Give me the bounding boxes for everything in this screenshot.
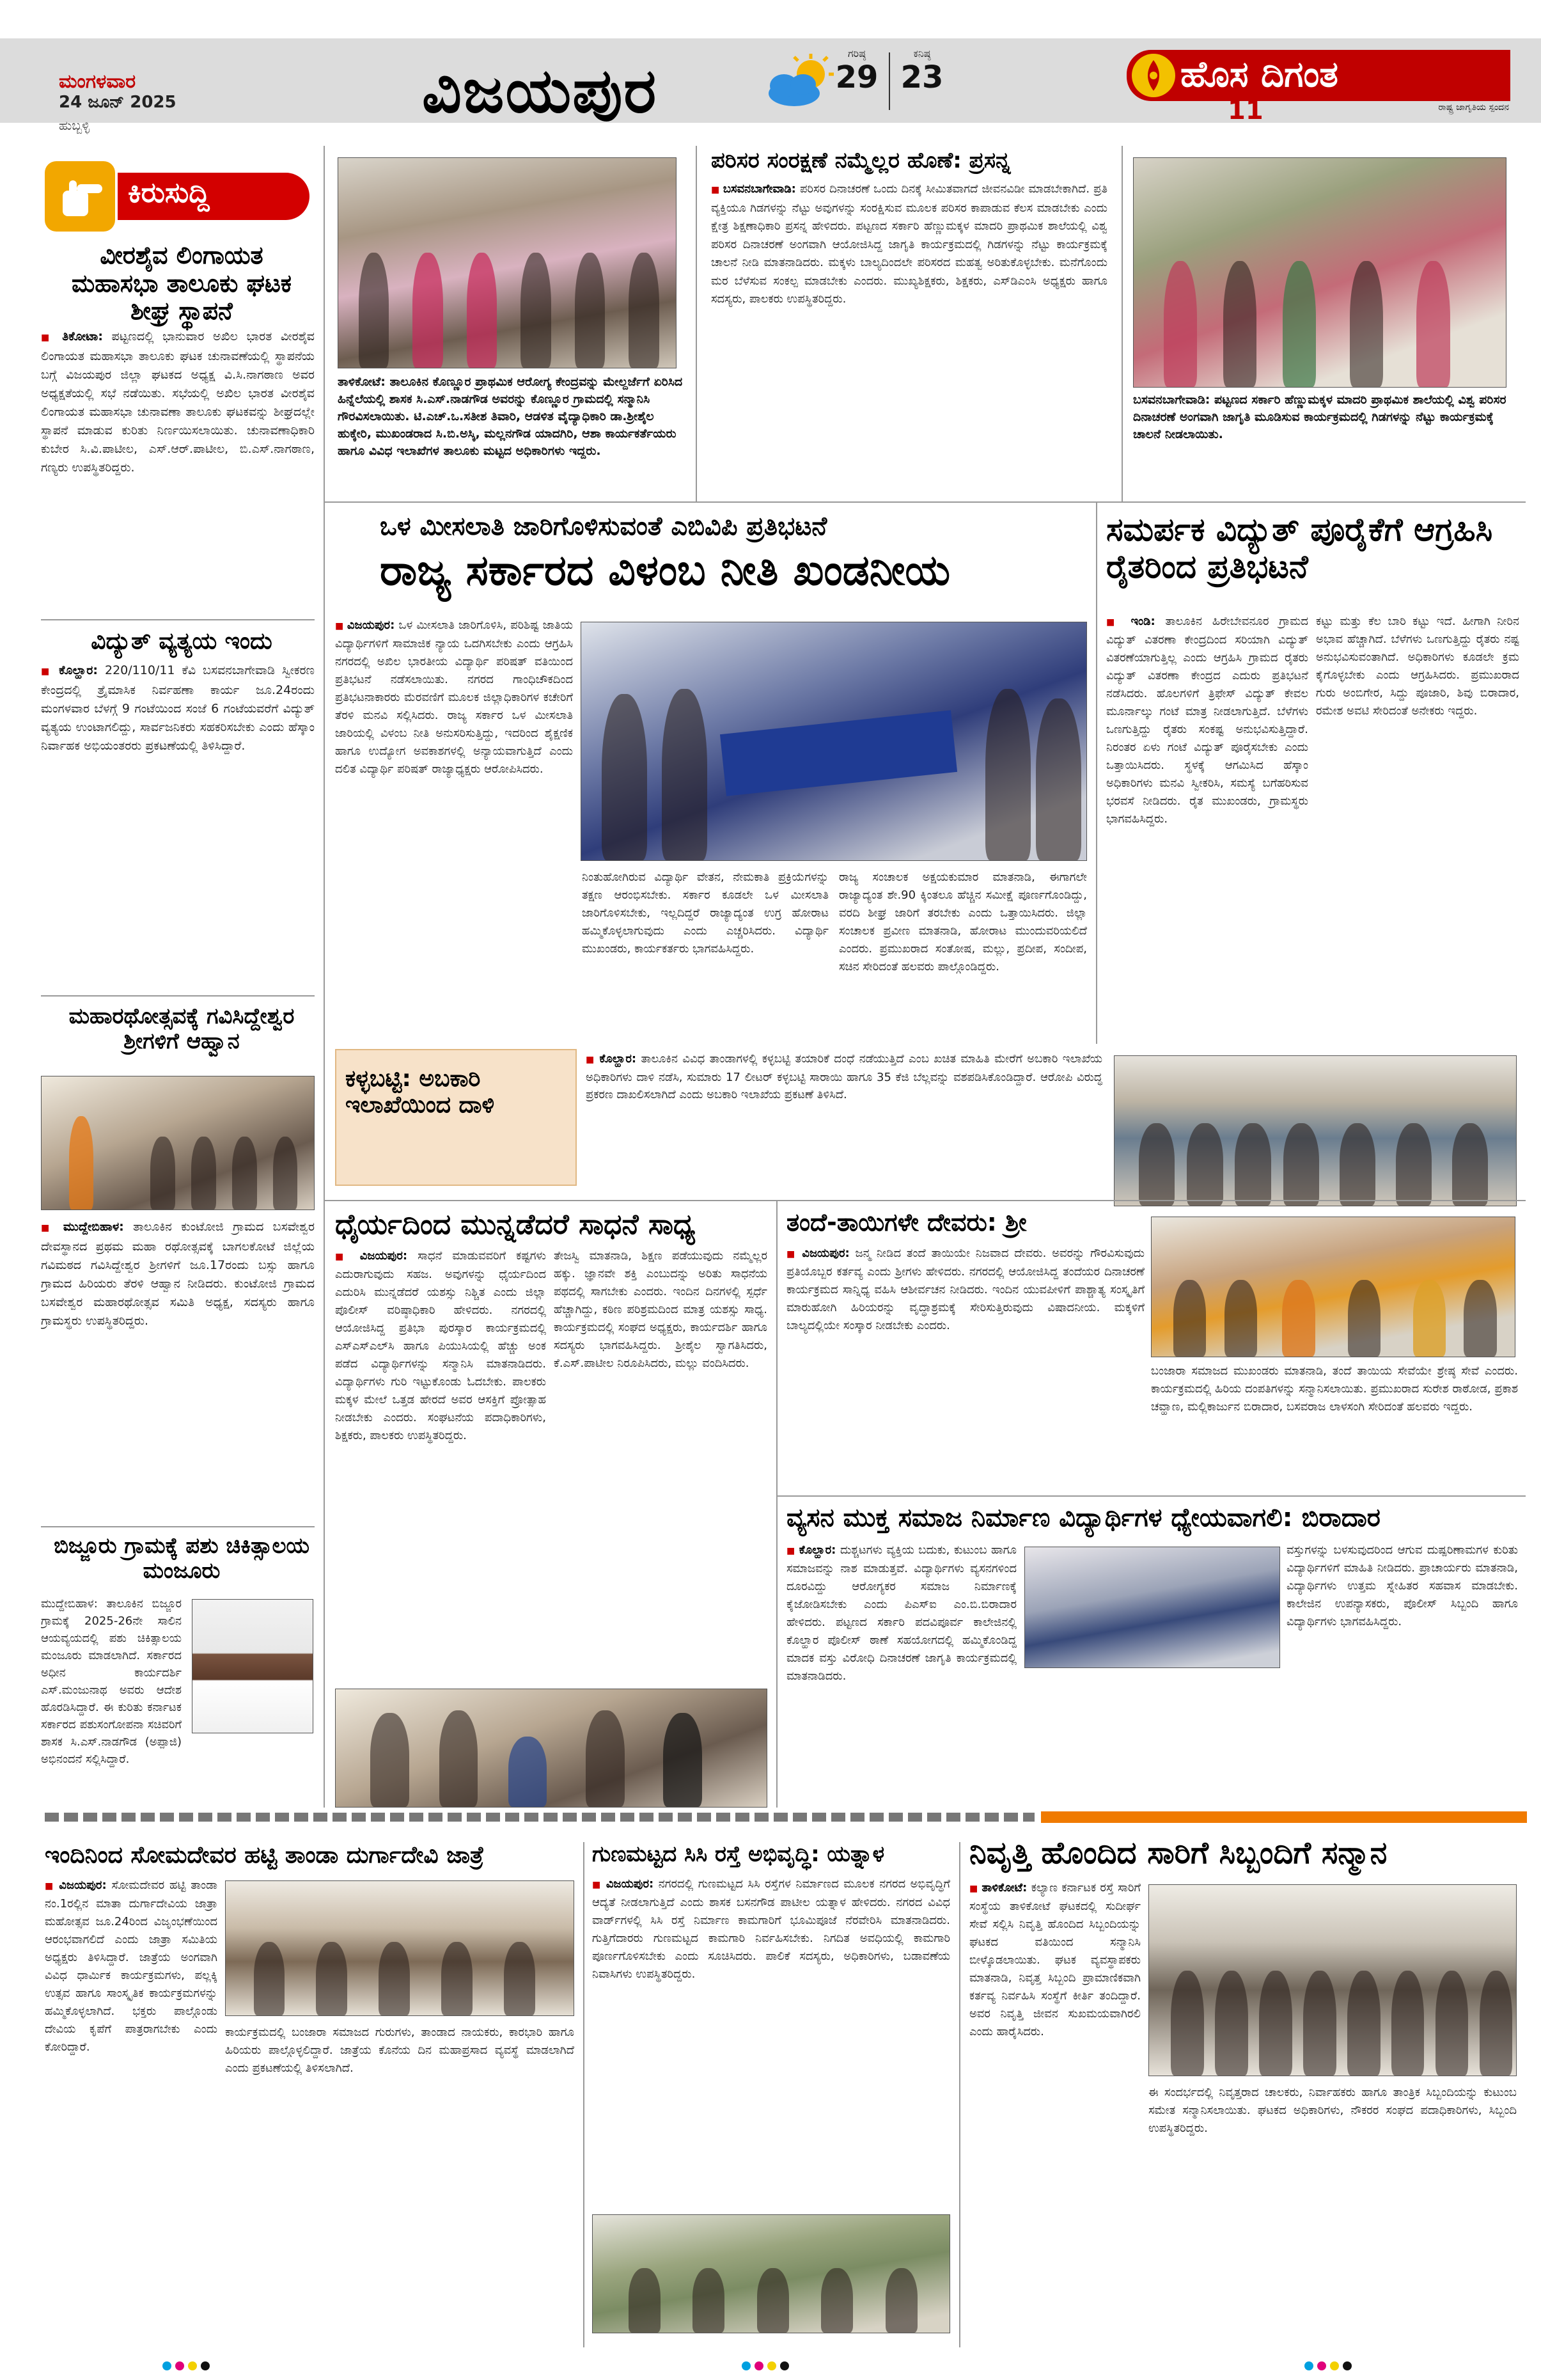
vyasana-dateline: ■ ಕೊಲ್ಹಾರ: (786, 1543, 836, 1557)
kirusuddi-item-2-text: 220/110/11 ಕೆವಿ ಬಸವನಬಾಗೇವಾಡಿ ಸ್ವೀಕರಣ ಕೇಂದ್ರದಲ್ಲಿ ತ್ರೈಮಾಸಿಕ ನಿರ್ವಹಣಾ ಕಾರ್ಯ ಜೂ.24ರಂದು ಮಂಗಳವಾರ ಬೆಳಗ್ಗೆ 9 ಗಂಟೆಯಿಂದ ಸಂಜೆ 6 ಗಂಟೆಯವರೆಗೆ ವಿದ್ಯುತ್ ವ್ಯತ್ಯಯ ಉಂಟಾಗಲಿದ್ದು, ಸಾರ್ವಜನಿಕರು ಸಹಕರಿಸಬೇಕು ಎಂದು ಹೆಸ್ಕಾಂ ನಿರ್ವಾಹಕ ಅಭಿಯಂತರರು ಪ್ರಕಟಣೆಯಲ್ಲಿ ತಿಳಿಸಿದ್ದಾರೆ. (41, 663, 315, 753)
kirusuddi-divider-1 (41, 619, 315, 620)
kirusuddi-item-3-head: ಮಹಾರಥೋತ್ಸವಕ್ಕೆ ಗವಿಸಿದ್ದೇಶ್ವರ ಶ್ರೀಗಳಿಗೆ ಆಹ್ವಾನ (68, 1004, 295, 1055)
dhairya-text-2: ತೇಜಸ್ವಿ ಮಾತನಾಡಿ, ಶಿಕ್ಷಣ ಪಡೆಯುವುದು ನಮ್ಮೆಲ್ಲರ ಹಕ್ಕು. ಜ್ಞಾನವೇ ಶಕ್ತಿ ಎಂಬುದನ್ನು ಅರಿತು ಸಾಧನೆಯ ಪಥದಲ್ಲಿ ಸಾಗಬೇಕು ಎಂದರು. ಇಂದಿನ ದಿನಗಳಲ್ಲಿ ಸ್ಪರ್ಧೆ ಹೆಚ್ಚಾಗಿದ್ದು, ಕಠಿಣ ಪರಿಶ್ರಮದಿಂದ ಮಾತ್ರ ಯಶಸ್ಸು ಸಾಧ್ಯ. ಕಾರ್ಯಕ್ರಮದಲ್ಲಿ ಸಂಘದ ಅಧ್ಯಕ್ಷರು, ಕಾರ್ಯದರ್ಶಿ ಹಾಗೂ ಸದಸ್ಯರು ಭಾಗವಹಿಸಿದ್ದರು. ಶ್ರೀಶೈಲ ಸ್ವಾಗತಿಸಿದರು, ಕೆ.ಎಸ್.ಪಾಟೀಲ ನಿರೂಪಿಸಿದರು, ಮಲ್ಲು ವಂದಿಸಿದರು. (554, 1249, 767, 1370)
lower-center-rule (776, 1200, 778, 1808)
kirusuddi-item-2-head: ವಿದ್ಯುತ್ ವ್ಯತ್ಯಯ ಇಂದು (91, 628, 272, 654)
kirusuddi-divider-3 (41, 1526, 315, 1527)
masthead-subtitle: ಹುಬ್ಬಳ್ಳಿ (59, 118, 90, 133)
temp-max-value: 29 (835, 59, 879, 95)
tande-divider (776, 1495, 1526, 1497)
abvp-text-3: ರಾಜ್ಯ ಸಂಚಾಲಕ ಅಕ್ಷಯಕುಮಾರ ಮಾತನಾಡಿ, ಈಗಾಗಲೇ ರಾಜ್ಯಾದ್ಯಂತ ಶೇ.90 ಕ್ಕಿಂತಲೂ ಹೆಚ್ಚಿನ ಸಮೀಕ್ಷೆ ಪೂರ್ಣಗೊಂಡಿದ್ದು, ವರದಿ ಶೀಘ್ರ ಜಾರಿಗೆ ತರಬೇಕು ಎಂದು ಒತ್ತಾಯಿಸಿದರು. ಜಿಲ್ಲಾ ಸಂಚಾಲಕ ಪ್ರವೀಣ ಮಾತನಾಡಿ, ಹೋರಾಟ ಮುಂದುವರಿಯಲಿದೆ ಎಂದರು. ಪ್ರಮುಖರಾದ ಸಂತೋಷ, ಮಲ್ಲು, ಪ್ರದೀಪ, ಸಂದೀಪ, ಸಚಿನ ಸೇರಿದಂತೆ ಹಲವರು ಪಾಲ್ಗೊಂಡಿದ್ದರು. (839, 871, 1087, 973)
parisara-text: ಪರಿಸರ ದಿನಾಚರಣೆ ಒಂದು ದಿನಕ್ಕೆ ಸೀಮಿತವಾಗದೆ ಜೀವನವಿಡೀ ಮಾಡಬೇಕಾಗಿದೆ. ಪ್ರತಿ ವ್ಯಕ್ತಿಯೂ ಗಿಡಗಳನ್ನು ನೆಟ್ಟು ಅವುಗಳನ್ನು ಸಂರಕ್ಷಿಸುವ ಮೂಲಕ ಪರಿಸರ ಕಾಪಾಡುವ ಕೆಲಸ ಮಾಡಬೇಕು ಎಂದು ಕ್ಷೇತ್ರ ಶಿಕ್ಷಣಾಧಿಕಾರಿ ಪ್ರಸನ್ನ ಹೇಳಿದರು. ಪಟ್ಟಣದ ಸರ್ಕಾರಿ ಹೆಣ್ಣುಮಕ್ಕಳ ಮಾದರಿ ಪ್ರಾಥಮಿಕ ಶಾಲೆಯಲ್ಲಿ ವಿಶ್ವ ಪರಿಸರ ದಿನಾಚರಣೆ ಅಂಗವಾಗಿ ಆಯೋಜಿಸಿದ್ದ ಜಾಗೃತಿ ಕಾರ್ಯಕ್ರಮದಲ್ಲಿ ಗಿಡಗಳನ್ನು ನೆಟ್ಟು ಕಾರ್ಯಕ್ರಮಕ್ಕೆ ಚಾಲನೆ ನೀಡಿ ಮಾತನಾಡಿದರು. ಮಕ್ಕಳು ಬಾಲ್ಯದಿಂದಲೇ ಪರಿಸರದ ಮಹತ್ವ ಅರಿತುಕೊಳ್ಳಬೇಕು. ಮನೆಗೊಂದು ಮರ ಬೆಳೆಸುವ ಸಂಕಲ್ಪ ಮಾಡಬೇಕು ಎಂದರು. ಮುಖ್ಯಶಿಕ್ಷಕರು, ಶಿಕ್ಷಕರು, ಎಸ್‌ಡಿಎಂಸಿ ಅಧ್ಯಕ್ಷರು ಹಾಗೂ ಸದಸ್ಯರು, ಪಾಲಕರು ಉಪಸ್ಥಿತರಿದ್ದರು. (711, 182, 1107, 306)
vidyut-protest-photo (1114, 1055, 1517, 1206)
talikote-photo (338, 157, 677, 368)
temp-divider (889, 52, 890, 110)
kirusuddi-divider-2 (41, 995, 315, 997)
top-band-divider (324, 501, 1526, 503)
abkari-body (586, 1050, 1102, 1185)
kirusuddi-item-2-body (41, 661, 315, 989)
tande-dateline: ■ ವಿಜಯಪುರ: (786, 1247, 850, 1260)
protest-banner (720, 711, 958, 796)
kirusuddi-item-1-body (41, 327, 315, 609)
vyasana-text-1: ದುಶ್ಚಟಗಳು ವ್ಯಕ್ತಿಯ ಬದುಕು, ಕುಟುಂಬ ಹಾಗೂ ಸಮಾಜವನ್ನು ನಾಶ ಮಾಡುತ್ತವೆ. ವಿದ್ಯಾರ್ಥಿಗಳು ವ್ಯಸನಗಳಿಂದ ದೂರವಿದ್ದು ಆರೋಗ್ಯಕರ ಸಮಾಜ ನಿರ್ಮಾಣಕ್ಕೆ ಕೈಜೋಡಿಸಬೇಕು ಎಂದು ಪಿಎಸ್ಐ ಎಂ.ಬಿ.ಬಿರಾದಾರ ಹೇಳಿದರು. ಪಟ್ಟಣದ ಸರ್ಕಾರಿ ಪದವಿಪೂರ್ವ ಕಾಲೇಜಿನಲ್ಲಿ ಕೊಲ್ಹಾರ ಪೊಲೀಸ್ ಠಾಣೆ ಸಹಯೋಗದಲ್ಲಿ ಹಮ್ಮಿಕೊಂಡಿದ್ದ ಮಾದಕ ವಸ್ತು ವಿರೋಧಿ ದಿನಾಚರಣೆ ಜಾಗೃತಿ ಕಾರ್ಯಕ್ರಮದಲ್ಲಿ ಮಾತನಾಡಿದರು. (786, 1543, 1017, 1683)
temp-min (896, 47, 948, 95)
jatre-head: ಇಂದಿನಿಂದ ಸೋಮದೇವರ ಹಟ್ಟಿ ತಾಂಡಾ ದುರ್ಗಾದೇವಿ ಜಾತ್ರೆ (45, 1842, 485, 1868)
kirusuddi-item-1-text: ಪಟ್ಟಣದಲ್ಲಿ ಭಾನುವಾರ ಅಖಿಲ ಭಾರತ ವೀರಶೈವ ಲಿಂಗಾಯತ ಮಹಾಸಭಾ ತಾಲೂಕು ಘಟಕ ಚುನಾವಣೆಯಲ್ಲಿ ಸ್ಥಾಪನೆಯ ಬಗ್ಗೆ ವಿಜಯಪುರ ಜಿಲ್ಲಾ ಘಟಕದ ಅಧ್ಯಕ್ಷ ವಿ.ಸಿ.ನಾಗಠಾಣ ಅವರ ಅಧ್ಯಕ್ಷತೆಯಲ್ಲಿ ಸಭೆ ನಡೆಯಿತು. ಸಭೆಯಲ್ಲಿ ಅಖಿಲ ಭಾರತ ವೀರಶೈವ ಲಿಂಗಾಯತ ಮಹಾಸಭಾ ಚುನಾವಣಾ ತಾಲೂಕು ಘಟಕವನ್ನು ಶೀಘ್ರದಲ್ಲೇ ಸ್ಥಾಪನೆ ಮಾಡುವ ಕುರಿತು ನಿರ್ಣಯಿಸಲಾಯಿತು. ಚುನಾವಣಾಧಿಕಾರಿ ಕುಬೇರ ಸಿ.ವಿ.ಪಾಟೀಲ, ಎಸ್.ಆರ್.ಪಾಟೀಲ, ಬಿ.ಎಸ್.ನಾಗಠಾಣ, ಗಣ್ಯರು ಉಪಸ್ಥಿತರಿದ್ದರು. (41, 329, 315, 475)
vyasana-head: ವ್ಯಸನ ಮುಕ್ತ ಸಮಾಜ ನಿರ್ಮಾಣ ವಿದ್ಯಾರ್ಥಿಗಳ ಧ್ಯೇಯವಾಗಲಿ: ಬಿರಾದಾರ (786, 1503, 1381, 1533)
talikote-caption: ತಾಳಿಕೋಟೆ: ತಾಲೂಕಿನ ಕೊಣ್ಣೂರ ಪ್ರಾಥಮಿಕ ಆರೋಗ್ಯ ಕೇಂದ್ರವನ್ನು ಮೇಲ್ದರ್ಜೆಗೆ ಏರಿಸಿದ ಹಿನ್ನೆಲೆಯಲ್ಲಿ ಶಾಸಕ ಸಿ.ಎಸ್.ನಾಡಗೌಡ ಅವರನ್ನು ಕೊಣ್ಣೂರ ಗ್ರಾಮದಲ್ಲಿ ಸನ್ಮಾನಿಸಿ ಗೌರವಿಸಲಾಯಿತು. ಟಿ.ಎಚ್.ಒ.ಸತೀಶ ತಿವಾರಿ, ಆಡಳಿತ ವೈದ್ಯಾಧಿಕಾರಿ ಡಾ.ಶ್ರೀಶೈಲ ಹುಕ್ಕೇರಿ, ಮುಖಂಡರಾದ ಸಿ.ಬಿ.ಅಸ್ಕಿ, ಮಲ್ಲನಗೌಡ ಯಾದಗಿರಿ, ಆಶಾ ಕಾರ್ಯಕರ್ತೆಯರು ಹಾಗೂ ವಿವಿಧ ಇಲಾಖೆಗಳ ತಾಲೂಕು ಮಟ್ಟದ ಅಧಿಕಾರಿಗಳು ಇದ್ದರು. (338, 375, 683, 458)
vyasana-body-col1 (786, 1541, 1017, 1808)
vidyut-text-2: ಕಟ್ಟು ಮತ್ತು ಕೆಲ ಬಾರಿ ಕಟ್ಟು ಇದೆ. ಹೀಗಾಗಿ ನೀರಿನ ಅಭಾವ ಹೆಚ್ಚಾಗಿದೆ. ಬೆಳೆಗಳು ಒಣಗುತ್ತಿದ್ದು ರೈತರು ನಷ್ಟ ಅನುಭವಿಸುವಂತಾಗಿದೆ. ಅಧಿಕಾರಿಗಳು ಕೂಡಲೇ ಕ್ರಮ ಕೈಗೊಳ್ಳಬೇಕು ಎಂದು ಆಗ್ರಹಿಸಿದರು. ಪ್ರಮುಖರಾದ ಗುರು ಅಂಬಿಗೇರ, ಸಿದ್ದು ಪೂಜಾರಿ, ಶಿವು ಬಿರಾದಾರ, ರಮೇಶ ಅವಟಿ ಸೇರಿದಂತೆ ಅನೇಕರು ಇದ್ದರು. (1316, 615, 1519, 718)
parisara-body (711, 180, 1107, 500)
abvp-body-col3 (839, 869, 1087, 1039)
kirusuddi-item-3-text: ತಾಲೂಕಿನ ಕುಂಟೋಜಿ ಗ್ರಾಮದ ಬಸವೇಶ್ವರ ದೇವಸ್ಥಾನದ ಪ್ರಥಮ ಮಹಾ ರಥೋತ್ಸವಕ್ಕೆ ಬಾಗಲಕೋಟೆ ಜಿಲ್ಲೆಯ ಗವಿಮಠದ ಗವಿಸಿದ್ದೇಶ್ವರ ಶ್ರೀಗಳಿಗೆ ಜೂ.17ರಂದು ಬಸ್ಸು ಹಾಗೂ ಗ್ರಾಮದ ಹಿರಿಯರು ತೆರಳಿ ಆಹ್ವಾನ ನೀಡಿದರು. ಕುಂಟೋಜಿ ಗ್ರಾಮದ ಬಸವೇಶ್ವರ ಮಹಾರಥೋತ್ಸವ ಸಮಿತಿ ಅಧ್ಯಕ್ಷ, ಸದಸ್ಯರು ಹಾಗೂ ಗ್ರಾಮಸ್ಥರು ಉಪಸ್ಥಿತರಿದ್ದರು. (41, 1220, 315, 1328)
dhairya-dateline: ■ ವಿಜಯಪುರ: (335, 1249, 407, 1263)
parisara-caption: ಬಸವನಬಾಗೇವಾಡಿ: ಪಟ್ಟಣದ ಸರ್ಕಾರಿ ಹೆಣ್ಣುಮಕ್ಕಳ ಮಾದರಿ ಪ್ರಾಥಮಿಕ ಶಾಲೆಯಲ್ಲಿ ವಿಶ್ವ ಪರಿಸರ ದಿನಾಚರಣೆ ಅಂಗವಾಗಿ ಜಾಗೃತಿ ಮೂಡಿಸುವ ಕಾರ್ಯಕ್ರಮದಲ್ಲಿ ಗಿಡಗಳನ್ನು ನೆಟ್ಟು ಕಾರ್ಯಕ್ರಮಕ್ಕೆ ಚಾಲನೆ ನೀಡಲಾಯಿತು. (1133, 393, 1506, 441)
tande-body (786, 1245, 1145, 1494)
abvp-kicker: ಒಳ ಮೀಸಲಾತಿ ಜಾರಿಗೊಳಿಸುವಂತೆ ಎಬಿವಿಪಿ ಪ್ರತಿಭಟನೆ (380, 512, 827, 541)
kirusuddi-item-4-text: ಮುದ್ದೇಬಿಹಾಳ: ತಾಲೂಕಿನ ಬಿಜ್ಜೂರ ಗ್ರಾಮಕ್ಕೆ 2025-26ನೇ ಸಾಲಿನ ಆಯವ್ಯಯದಲ್ಲಿ ಪಶು ಚಿಕಿತ್ಸಾಲಯ ಮಂಜೂರು ಮಾಡಲಾಗಿದೆ. ಸರ್ಕಾರದ ಅಧೀನ ಕಾರ್ಯದರ್ಶಿ ಎಸ್.ಮಂಜುನಾಥ ಅವರು ಆದೇಶ ಹೊರಡಿಸಿದ್ದಾರೆ. ಈ ಕುರಿತು ಕರ್ನಾಟಕ ಸರ್ಕಾರದ ಪಶುಸಂಗೋಪನಾ ಸಚಿವರಿಗೆ ಶಾಸಕ ಸಿ.ಎಸ್.ನಾಡಗೌಡ (ಅಪ್ಪಾಜಿ) ಅಭಿನಂದನೆ ಸಲ್ಲಿಸಿದ್ದಾರೆ. (41, 1597, 182, 1766)
vyasana-text-2: ವಸ್ತುಗಳನ್ನು ಬಳಸುವುದರಿಂದ ಆಗುವ ದುಷ್ಪರಿಣಾಮಗಳ ಕುರಿತು ವಿದ್ಯಾರ್ಥಿಗಳಿಗೆ ಮಾಹಿತಿ ನೀಡಿದರು. ಪ್ರಾಚಾರ್ಯರು ಮಾತನಾಡಿ, ವಿದ್ಯಾರ್ಥಿಗಳು ಉತ್ತಮ ಸ್ನೇಹಿತರ ಸಹವಾಸ ಮಾಡಬೇಕು. ಕಾಲೇಜಿನ ಉಪನ್ಯಾಸಕರು, ಪೊಲೀಸ್ ಸಿಬ್ಬಂದಿ ಹಾಗೂ ವಿದ್ಯಾರ್ಥಿಗಳು ಭಾಗವಹಿಸಿದ್ದರು. (1287, 1543, 1518, 1628)
abvp-text-1: ಒಳ ಮೀಸಲಾತಿ ಜಾರಿಗೊಳಿಸಿ, ಪರಿಶಿಷ್ಟ ಜಾತಿಯ ವಿದ್ಯಾರ್ಥಿಗಳಿಗೆ ಸಾಮಾಜಿಕ ನ್ಯಾಯ ಒದಗಿಸಬೇಕು ಎಂದು ಆಗ್ರಹಿಸಿ ನಗರದಲ್ಲಿ ಅಖಿಲ ಭಾರತೀಯ ವಿದ್ಯಾರ್ಥಿ ಪರಿಷತ್ ವತಿಯಿಂದ ಪ್ರತಿಭಟನೆ ನಡೆಸಲಾಯಿತು. ನಗರದ ಗಾಂಧಿಚೌಕದಿಂದ ಪ್ರತಿಭಟನಾಕಾರರು ಮೆರವಣಿಗೆ ಮೂಲಕ ಜಿಲ್ಲಾಧಿಕಾರಿಗಳ ಕಚೇರಿಗೆ ತೆರಳಿ ಮನವಿ ಸಲ್ಲಿಸಿದರು. ರಾಜ್ಯ ಸರ್ಕಾರ ಒಳ ಮೀಸಲಾತಿ ಜಾರಿಯಲ್ಲಿ ವಿಳಂಬ ನೀತಿ ಅನುಸರಿಸುತ್ತಿದ್ದು, ಇದರಿಂದ ಶೈಕ್ಷಣಿಕ ಹಾಗೂ ಉದ್ಯೋಗ ಅವಕಾಶಗಳಲ್ಲಿ ಅನ್ಯಾಯವಾಗುತ್ತಿದೆ ಎಂದು ದಲಿತ ವಿದ್ಯಾರ್ಥಿ ಪರಿಷತ್ ರಾಜ್ಯಾಧ್ಯಕ್ಷರು ಆರೋಪಿಸಿದರು. (335, 619, 573, 776)
cc-raste-dateline: ■ ವಿಜಯಪುರ: (592, 1877, 653, 1891)
cc-raste-text: ನಗರದಲ್ಲಿ ಗುಣಮಟ್ಟದ ಸಿಸಿ ರಸ್ತೆಗಳ ನಿರ್ಮಾಣದ ಮೂಲಕ ನಗರದ ಅಭಿವೃದ್ಧಿಗೆ ಆದ್ಯತೆ ನೀಡಲಾಗುತ್ತಿದೆ ಎಂದು ಶಾಸಕ ಬಸನಗೌಡ ಪಾಟೀಲ ಯತ್ನಾಳ ಹೇಳಿದರು. ನಗರದ ವಿವಿಧ ವಾರ್ಡ್‌ಗಳಲ್ಲಿ ಸಿಸಿ ರಸ್ತೆ ನಿರ್ಮಾಣ ಕಾಮಗಾರಿಗೆ ಭೂಮಿಪೂಜೆ ನೆರವೇರಿಸಿ ಮಾತನಾಡಿದರು. ಗುತ್ತಿಗೆದಾರರು ಗುಣಮಟ್ಟದ ಕಾಮಗಾರಿ ನಿರ್ವಹಿಸಬೇಕು. ನಿಗದಿತ ಅವಧಿಯಲ್ಲಿ ಕಾಮಗಾರಿ ಪೂರ್ಣಗೊಳಿಸಬೇಕು ಎಂದು ಸೂಚಿಸಿದರು. ಪಾಲಿಕೆ ಸದಸ್ಯರು, ಅಧಿಕಾರಿಗಳು, ಬಡಾವಣೆಯ ನಿವಾಸಿಗಳು ಉಪಸ್ಥಿತರಿದ್ದರು. (592, 1877, 950, 1981)
kirusuddi-label: ಕಿರುಸುದ್ದಿ (128, 177, 210, 209)
tande-photo (1151, 1217, 1515, 1357)
jatre-photo (225, 1880, 574, 2016)
bottom-rule-1 (583, 1842, 584, 2347)
vyasana-photo (1024, 1547, 1280, 1668)
vidyut-body-col1 (1106, 613, 1308, 1114)
dhairya-award-photo (335, 1689, 767, 1808)
temp-max (831, 47, 882, 95)
vyasana-body-col2 (1287, 1541, 1518, 1808)
abkari-label: ಕಳ್ಳಬಟ್ಟಿ: ಅಬಕಾರಿ ಇಲಾಖೆಯಿಂದ ದಾಳಿ (345, 1066, 495, 1119)
nivrutti-head: ನಿವೃತ್ತಿ ಹೊಂದಿದ ಸಾರಿಗೆ ಸಿಬ್ಬಂದಿಗೆ ಸನ್ಮಾನ (969, 1835, 1388, 1871)
kirusuddi-item-3-dateline: ■ ಮುದ್ದೇಬಿಹಾಳ: (41, 1220, 124, 1234)
bottom-band-divider (45, 1813, 1035, 1822)
mla-portrait-photo (192, 1599, 313, 1733)
pointing-hand-icon (54, 171, 107, 225)
registration-marks-left (162, 2361, 220, 2371)
dhairya-text-1: ಸಾಧನೆ ಮಾಡುವವರಿಗೆ ಕಷ್ಟಗಳು ಎದುರಾಗುವುದು ಸಹಜ. ಅವುಗಳನ್ನು ಧೈರ್ಯದಿಂದ ಎದುರಿಸಿ ಮುನ್ನಡೆದರೆ ಯಶಸ್ಸು ನಿಶ್ಚಿತ ಎಂದು ಜಿಲ್ಲಾ ಪೊಲೀಸ್ ವರಿಷ್ಠಾಧಿಕಾರಿ ಹೇಳಿದರು. ನಗರದಲ್ಲಿ ಆಯೋಜಿಸಿದ್ದ ಪ್ರತಿಭಾ ಪುರಸ್ಕಾರ ಕಾರ್ಯಕ್ರಮದಲ್ಲಿ ಎಸ್‌ಎಸ್‌ಎಲ್‌ಸಿ ಹಾಗೂ ಪಿಯುಸಿಯಲ್ಲಿ ಹೆಚ್ಚು ಅಂಕ ಪಡೆದ ವಿದ್ಯಾರ್ಥಿಗಳನ್ನು ಸನ್ಮಾನಿಸಿ ಮಾತನಾಡಿದರು. ವಿದ್ಯಾರ್ಥಿಗಳು ಗುರಿ ಇಟ್ಟುಕೊಂಡು ಓದಬೇಕು. ಪಾಲಕರು ಮಕ್ಕಳ ಮೇಲೆ ಒತ್ತಡ ಹೇರದೆ ಅವರ ಆಸಕ್ತಿಗೆ ಪ್ರೋತ್ಸಾಹ ನೀಡಬೇಕು ಎಂದರು. ಸಂಘಟನೆಯ ಪದಾಧಿಕಾರಿಗಳು, ಶಿಕ್ಷಕರು, ಪಾಲಕರು ಉಪಸ್ಥಿತರಿದ್ದರು. (335, 1249, 546, 1442)
bottom-rule-2 (959, 1842, 960, 2347)
abkari-text: ತಾಲೂಕಿನ ವಿವಿಧ ತಾಂಡಾಗಳಲ್ಲಿ ಕಳ್ಳಬಟ್ಟಿ ತಯಾರಿಕೆ ದಂಧೆ ನಡೆಯುತ್ತಿದೆ ಎಂಬ ಖಚಿತ ಮಾಹಿತಿ ಮೇರೆಗೆ ಅಬಕಾರಿ ಇಲಾಖೆಯ ಅಧಿಕಾರಿಗಳು ದಾಳಿ ನಡೆಸಿ, ಸುಮಾರು 17 ಲೀಟರ್ ಕಳ್ಳಬಟ್ಟಿ ಸಾರಾಯಿ ಹಾಗೂ 35 ಕೆಜಿ ಬೆಲ್ಲವನ್ನು ವಶಪಡಿಸಿಕೊಂಡಿದ್ದಾರೆ. ಆರೋಪಿ ವಿರುದ್ಧ ಪ್ರಕರಣ ದಾಖಲಿಸಲಾಗಿದೆ ಎಂದು ಅಬಕಾರಿ ಇಲಾಖೆಯ ಪ್ರಕಟಣೆ ತಿಳಿಸಿದೆ. (586, 1052, 1102, 1101)
top-right-rule (1122, 146, 1123, 501)
kirusuddi-item-4-head: ಬಿಜ್ಜೂರು ಗ್ರಾಮಕ್ಕೆ ಪಶು ಚಿಕಿತ್ಸಾಲಯ ಮಂಜೂರು (54, 1533, 309, 1584)
abvp-head: ರಾಜ್ಯ ಸರ್ಕಾರದ ವಿಳಂಬ ನೀತಿ ಖಂಡನೀಯ (380, 546, 951, 595)
registration-marks-center (742, 2361, 799, 2371)
kirusuddi-item-2-dateline: ■ ಕೊಲ್ಹಾರ: (41, 663, 98, 677)
brand-tagline: ರಾಷ್ಟ್ರ ಜಾಗೃತಿಯ ಸ್ಪಂದನ (1438, 102, 1509, 113)
abkari-dateline: ■ ಕೊಲ್ಹಾರ: (586, 1052, 636, 1066)
dhairya-body-col2 (554, 1247, 767, 1689)
tande-text-2: ಬಂಜಾರಾ ಸಮಾಜದ ಮುಖಂಡರು ಮಾತನಾಡಿ, ತಂದೆ ತಾಯಿಯ ಸೇವೆಯೇ ಶ್ರೇಷ್ಠ ಸೇವೆ ಎಂದರು. ಕಾರ್ಯಕ್ರಮದಲ್ಲಿ ಹಿರಿಯ ದಂಪತಿಗಳನ್ನು ಸನ್ಮಾನಿಸಲಾಯಿತು. ಪ್ರಮುಖರಾದ ಸುರೇಶ ರಾಠೋಡ, ಪ್ರಕಾಶ ಚವ್ಹಾಣ, ಮಲ್ಲಿಕಾರ್ಜುನ ಬಿರಾದಾರ, ಬಸವರಾಜ ಲಾಳಸಂಗಿ ಸೇರಿದಂತೆ ಹಲವರು ಇದ್ದರು. (1151, 1364, 1518, 1414)
jatre-dateline: ■ ವಿಜಯಪುರ: (45, 1879, 107, 1892)
jatre-text-1: ಸೋಮದೇವರ ಹಟ್ಟಿ ತಾಂಡಾ ನಂ.1ರಲ್ಲಿನ ಮಾತಾ ದುರ್ಗಾದೇವಿಯ ಜಾತ್ರಾ ಮಹೋತ್ಸವ ಜೂ.24ರಿಂದ ವಿಜೃಂಭಣೆಯಿಂದ ಆರಂಭವಾಗಲಿದೆ ಎಂದು ಜಾತ್ರಾ ಸಮಿತಿಯ ಅಧ್ಯಕ್ಷರು ತಿಳಿಸಿದ್ದಾರೆ. ಜಾತ್ರೆಯ ಅಂಗವಾಗಿ ವಿವಿಧ ಧಾರ್ಮಿಕ ಕಾರ್ಯಕ್ರಮಗಳು, ಪಲ್ಲಕ್ಕಿ ಉತ್ಸವ ಹಾಗೂ ಸಾಂಸ್ಕೃತಿಕ ಕಾರ್ಯಕ್ರಮಗಳನ್ನು ಹಮ್ಮಿಕೊಳ್ಳಲಾಗಿದೆ. ಭಕ್ತರು ಪಾಲ್ಗೊಂಡು ದೇವಿಯ ಕೃಪೆಗೆ ಪಾತ್ರರಾಗಬೇಕು ಎಂದು ಕೋರಿದ್ದಾರೆ. (45, 1879, 217, 2054)
nivrutti-body-col2 (1148, 2084, 1517, 2337)
kirusuddi-item-3-body (41, 1218, 315, 1518)
nivrutti-body-col1 (969, 1879, 1141, 2340)
swamiji-photo (41, 1076, 315, 1210)
section-title: ವಿಜಯಪುರ (422, 55, 658, 127)
abvp-text-2: ನಿಂತುಹೋಗಿರುವ ವಿದ್ಯಾರ್ಥಿ ವೇತನ, ನೇಮಕಾತಿ ಪ್ರಕ್ರಿಯೆಗಳನ್ನು ತಕ್ಷಣ ಆರಂಭಿಸಬೇಕು. ಸರ್ಕಾರ ಕೂಡಲೇ ಒಳ ಮೀಸಲಾತಿ ಜಾರಿಗೊಳಿಸಬೇಕು, ಇಲ್ಲದಿದ್ದರೆ ರಾಜ್ಯಾದ್ಯಂತ ಉಗ್ರ ಹೋರಾಟ ಹಮ್ಮಿಕೊಳ್ಳಲಾಗುವುದು ಎಂದು ಎಚ್ಚರಿಸಿದರು. ವಿದ್ಯಾರ್ಥಿ ಮುಖಂಡರು, ಕಾರ್ಯಕರ್ತರು ಭಾಗವಹಿಸಿದ್ದರು. (582, 871, 829, 956)
masthead-date: 24 ಜೂನ್ 2025 (59, 93, 176, 112)
vidyut-text-1: ತಾಲೂಕಿನ ಹಿರೇಬೇವನೂರ ಗ್ರಾಮದ ವಿದ್ಯುತ್ ವಿತರಣಾ ಕೇಂದ್ರದಿಂದ ಸರಿಯಾಗಿ ವಿದ್ಯುತ್ ವಿತರಣೆಯಾಗುತ್ತಿಲ್ಲ ಎಂದು ಆಗ್ರಹಿಸಿ ಗ್ರಾಮದ ರೈತರು ವಿದ್ಯುತ್ ವಿತರಣಾ ಕೇಂದ್ರದ ಎದುರು ಪ್ರತಿಭಟನೆ ನಡೆಸಿದರು. ಹೊಲಗಳಿಗೆ ತ್ರಿಫೇಸ್ ವಿದ್ಯುತ್ ಕೇವಲ ಮೂರ್ನಾಲ್ಕು ಗಂಟೆ ಮಾತ್ರ ನೀಡಲಾಗುತ್ತಿದೆ. ಬೆಳೆಗಳು ಒಣಗುತ್ತಿದ್ದು ರೈತರು ಸಂಕಷ್ಟ ಅನುಭವಿಸುತ್ತಿದ್ದಾರೆ. ನಿರಂತರ ಏಳು ಗಂಟೆ ವಿದ್ಯುತ್ ಪೂರೈಸಬೇಕು ಎಂದು ಒತ್ತಾಯಿಸಿದರು. ಸ್ಥಳಕ್ಕೆ ಆಗಮಿಸಿದ ಹೆಸ್ಕಾಂ ಅಧಿಕಾರಿಗಳು ಮನವಿ ಸ್ವೀಕರಿಸಿ, ಸಮಸ್ಯೆ ಬಗೆಹರಿಸುವ ಭರವಸೆ ನೀಡಿದರು. ರೈತ ಮುಖಂಡರು, ಗ್ರಾಮಸ್ಥರು ಭಾಗವಹಿಸಿದ್ದರು. (1106, 615, 1308, 826)
nivrutti-photo (1148, 1884, 1517, 2076)
nivrutti-dateline: ■ ತಾಳಿಕೋಟೆ: (969, 1881, 1027, 1895)
partly-cloudy-icon (761, 52, 838, 110)
brand-name: ಹೊಸ ದಿಗಂತ (1180, 54, 1338, 95)
abvp-protest-photo (581, 622, 1087, 861)
jatre-text-2: ಕಾರ್ಯಕ್ರಮದಲ್ಲಿ ಬಂಜಾರಾ ಸಮಾಜದ ಗುರುಗಳು, ತಾಂಡಾದ ನಾಯಕರು, ಕಾರಭಾರಿ ಹಾಗೂ ಹಿರಿಯರು ಪಾಲ್ಗೊಳ್ಳಲಿದ್ದಾರೆ. ಜಾತ್ರೆಯ ಕೊನೆಯ ದಿನ ಮಹಾಪ್ರಸಾದ ವ್ಯವಸ್ಥೆ ಮಾಡಲಾಗಿದೆ ಎಂದು ಪ್ರಕಟಣೆಯಲ್ಲಿ ತಿಳಿಸಲಾಗಿದೆ. (225, 2026, 574, 2075)
tande-head: ತಂದೆ-ತಾಯಿಗಳೇ ದೇವರು: ಶ್ರೀ (786, 1208, 1027, 1236)
cc-raste-head: ಗುಣಮಟ್ಟದ ಸಿಸಿ ರಸ್ತೆ ಅಭಿವೃದ್ಧಿ: ಯತ್ನಾಳ (592, 1841, 885, 1867)
temp-min-label: ಕನಿಷ್ಠ (913, 47, 931, 59)
vidyut-body-col2 (1316, 613, 1519, 1114)
tande-body-col2 (1151, 1362, 1518, 1494)
brand-logo-icon (1132, 54, 1175, 97)
page-number: 11 (1228, 96, 1263, 125)
vidyut-dateline: ■ ಇಂಡಿ: (1106, 615, 1155, 628)
kirusuddi-item-1-dateline: ■ ತಿಕೋಟಾ: (41, 329, 103, 343)
masthead-date-block (59, 70, 270, 133)
jatre-body-col2 (225, 2024, 574, 2337)
masthead-day: ಮಂಗಳವಾರ (59, 70, 136, 93)
cc-raste-body (592, 1875, 950, 2208)
abvp-body-col1 (335, 617, 573, 1039)
bottom-band-accent (1041, 1811, 1527, 1823)
tande-text-1: ಜನ್ಮ ನೀಡಿದ ತಂದೆ ತಾಯಿಯೇ ನಿಜವಾದ ದೇವರು. ಅವರನ್ನು ಗೌರವಿಸುವುದು ಪ್ರತಿಯೊಬ್ಬರ ಕರ್ತವ್ಯ ಎಂದು ಶ್ರೀಗಳು ಹೇಳಿದರು. ನಗರದಲ್ಲಿ ಆಯೋಜಿಸಿದ್ದ ತಂದೆಯರ ದಿನಾಚರಣೆ ಕಾರ್ಯಕ್ರಮದ ಸಾನ್ನಿಧ್ಯ ವಹಿಸಿ ಆಶೀರ್ವಚನ ನೀಡಿದರು. ಇಂದಿನ ಯುವಪೀಳಿಗೆ ಪಾಶ್ಚಾತ್ಯ ಸಂಸ್ಕೃತಿಗೆ ಮಾರುಹೋಗಿ ಹಿರಿಯರನ್ನು ವೃದ್ಧಾಶ್ರಮಕ್ಕೆ ಸೇರಿಸುತ್ತಿರುವುದು ವಿಷಾದನೀಯ. ಮಕ್ಕಳಿಗೆ ಬಾಲ್ಯದಲ್ಲಿಯೇ ಸಂಸ್ಕಾರ ನೀಡಬೇಕು ಎಂದರು. (786, 1247, 1145, 1332)
dhairya-body-col1 (335, 1247, 546, 1689)
mid-band-divider (324, 1200, 1526, 1201)
dhairya-head: ಧೈರ್ಯದಿಂದ ಮುನ್ನಡೆದರೆ ಸಾಧನೆ ಸಾಧ್ಯ (335, 1208, 696, 1241)
kirusuddi-item-1-head: ವೀರಶೈವ ಲಿಂಗಾಯತ ಮಹಾಸಭಾ ತಾಲೂಕು ಘಟಕ ಶೀಘ್ರ ಸ್ಥಾಪನೆ (72, 241, 292, 326)
nivrutti-text-2: ಈ ಸಂದರ್ಭದಲ್ಲಿ ನಿವೃತ್ತರಾದ ಚಾಲಕರು, ನಿರ್ವಾಹಕರು ಹಾಗೂ ತಾಂತ್ರಿಕ ಸಿಬ್ಬಂದಿಯನ್ನು ಕುಟುಂಬ ಸಮೇತ ಸನ್ಮಾನಿಸಲಾಯಿತು. ಘಟಕದ ಅಧಿಕಾರಿಗಳು, ನೌಕರರ ಸಂಘದ ಪದಾಧಿಕಾರಿಗಳು, ಸಿಬ್ಬಂದಿ ಉಪಸ್ಥಿತರಿದ್ದರು. (1148, 2086, 1517, 2135)
top-center-rule (696, 146, 697, 501)
abvp-body-col2 (582, 869, 829, 1039)
abvp-rule (1096, 501, 1097, 1044)
abvp-dateline: ■ ವಿಜಯಪುರ: (335, 619, 395, 632)
parisara-dateline: ■ ಬಸವನಬಾಗೇವಾಡಿ: (711, 182, 796, 196)
registration-marks-right (1304, 2361, 1362, 2371)
jatre-body-col1 (45, 1877, 217, 2337)
cc-raste-photo (592, 2214, 950, 2333)
left-column-rule (324, 146, 325, 1808)
vidyut-head: ಸಮರ್ಪಕ ವಿದ್ಯುತ್ ಪೂರೈಕೆಗೆ ಆಗ್ರಹಿಸಿ ರೈತರಿಂದ ಪ್ರತಿಭಟನೆ (1106, 511, 1493, 585)
temp-max-label: ಗರಿಷ್ಠ (848, 47, 866, 59)
temp-min-value: 23 (900, 59, 944, 95)
kirusuddi-item-4-body (41, 1595, 182, 1806)
parisara-photo (1133, 157, 1506, 388)
nivrutti-text-1: ಕಲ್ಯಾಣ ಕರ್ನಾಟಕ ರಸ್ತೆ ಸಾರಿಗೆ ಸಂಸ್ಥೆಯ ತಾಳಿಕೋಟೆ ಘಟಕದಲ್ಲಿ ಸುದೀರ್ಘ ಸೇವೆ ಸಲ್ಲಿಸಿ ನಿವೃತ್ತಿ ಹೊಂದಿದ ಸಿಬ್ಬಂದಿಯನ್ನು ಘಟಕದ ವತಿಯಿಂದ ಸನ್ಮಾನಿಸಿ ಬೀಳ್ಕೊಡಲಾಯಿತು. ಘಟಕ ವ್ಯವಸ್ಥಾಪಕರು ಮಾತನಾಡಿ, ನಿವೃತ್ತ ಸಿಬ್ಬಂದಿ ಪ್ರಾಮಾಣಿಕವಾಗಿ ಕರ್ತವ್ಯ ನಿರ್ವಹಿಸಿ ಸಂಸ್ಥೆಗೆ ಕೀರ್ತಿ ತಂದಿದ್ದಾರೆ. ಅವರ ನಿವೃತ್ತಿ ಜೀವನ ಸುಖಮಯವಾಗಿರಲಿ ಎಂದು ಹಾರೈಸಿದರು. (969, 1881, 1141, 2038)
parisara-head: ಪರಿಸರ ಸಂರಕ್ಷಣೆ ನಮ್ಮೆಲ್ಲರ ಹೊಣೆ: ಪ್ರಸನ್ನ (711, 148, 1011, 173)
